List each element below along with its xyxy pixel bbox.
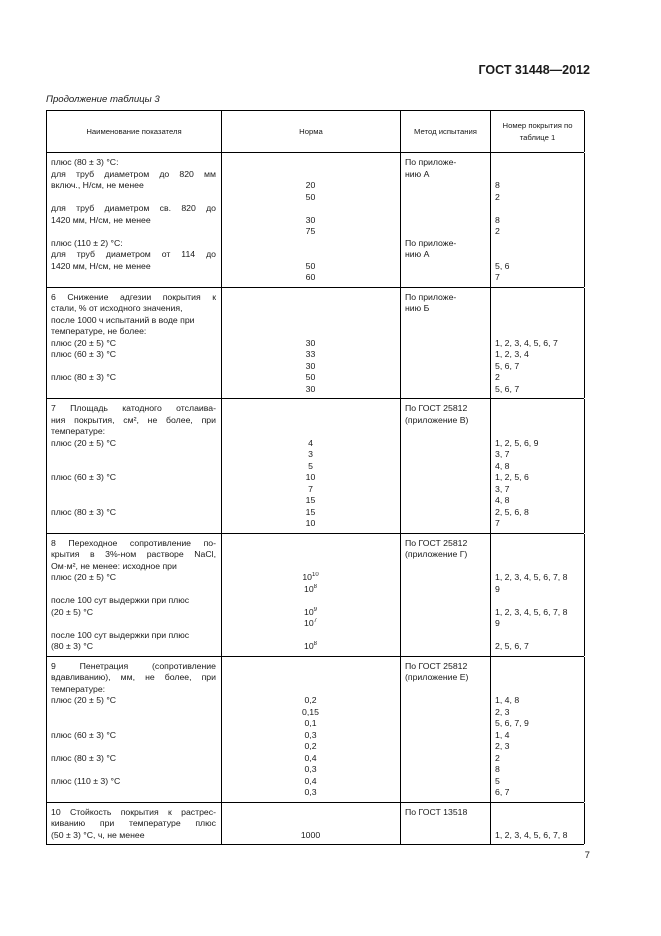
indicator-name-line: стали, % от исходного значения,: [51, 303, 183, 313]
norm-value: [226, 415, 395, 427]
indicator-name-line: [51, 272, 216, 284]
test-method-line: [405, 203, 485, 215]
coverage-number-line: [495, 326, 579, 338]
coverage-number-line: [495, 684, 579, 696]
test-method-line: [405, 518, 485, 530]
test-method-line: [405, 461, 485, 473]
indicator-name-line: [51, 226, 216, 238]
norm-value: $10^{10}$: [302, 572, 319, 582]
indicator-name-line: плюс (80 ± 3) °С: [51, 506, 117, 517]
norm-value: $10^7$: [303, 618, 317, 628]
coverage-number-line: 1, 2, 3, 4, 5, 6, 7: [495, 337, 558, 348]
indicator-name-line: плюс (60 ± 3) °С: [51, 349, 117, 359]
test-method-line: По ГОСТ 25812: [405, 537, 468, 548]
norm-value: 0,4: [304, 752, 317, 763]
coverage-number-line: 3, 7: [495, 449, 510, 459]
indicator-name-line: [51, 192, 216, 204]
indicator-name-line: 9 Пенетрация (сопротивление: [51, 660, 216, 671]
indicator-name-line: (20 ± 5) °С: [51, 606, 94, 617]
coverage-number-line: 2, 5, 6, 8: [495, 506, 529, 517]
test-method-line: По приложе-: [405, 237, 457, 248]
test-method-line: (приложение Е): [405, 672, 469, 682]
table-row-group: [46, 656, 584, 802]
indicator-name-line: Ом·м², не менее: исходное при: [51, 560, 177, 571]
table-row-group: [46, 152, 584, 287]
norm-value: 30: [305, 360, 316, 371]
coverage-number-line: 1, 2, 5, 6, 9: [495, 437, 539, 448]
coverage-number-line: [495, 807, 579, 819]
norm-cell: [222, 803, 401, 845]
indicator-name-line: плюс (20 ± 5) °С: [51, 337, 117, 348]
indicator-name-line: температуре:: [51, 683, 106, 694]
norm-value: [226, 249, 395, 261]
coverage-number-line: [495, 315, 579, 327]
norm-value: [226, 315, 395, 327]
norm-value: 30: [305, 337, 316, 348]
coverage-number-line: 5, 6: [495, 260, 510, 271]
coverage-number-line: 1, 4: [495, 729, 510, 740]
test-method-line: [405, 718, 485, 730]
norm-value: 60: [305, 272, 316, 282]
indicator-name-line: [51, 449, 216, 461]
coverage-number-line: 1, 2, 3, 4: [495, 349, 529, 359]
indicator-name-line: для труб диаметром до 820 мм: [51, 168, 216, 179]
coverage-number-line: 8: [495, 180, 500, 190]
norm-exponent: 8: [313, 641, 317, 648]
test-method-line: (приложение В): [405, 414, 469, 425]
indicator-name-line: плюс (20 ± 5) °С: [51, 437, 117, 448]
test-method-line: [405, 787, 485, 799]
table-caption: Продолжение таблицы 3: [46, 94, 160, 105]
coverage-number-line: 2, 3: [495, 741, 510, 751]
coverage-number-cell: [491, 153, 585, 287]
norm-cell: [222, 534, 401, 656]
indicator-name-line: [51, 787, 216, 799]
norm-value: [226, 807, 395, 819]
norm-value: [226, 672, 395, 684]
table-row-group: [46, 287, 584, 399]
coverage-number-line: 8: [495, 214, 500, 225]
standard-header: ГОСТ 31448—2012: [478, 63, 590, 77]
coverage-number-line: 8: [495, 764, 500, 774]
test-method-line: [405, 695, 485, 707]
test-method-line: [405, 741, 485, 753]
test-method-line: [405, 215, 485, 227]
indicator-name-line: ния покрытия, см², не более, при: [51, 414, 216, 425]
indicator-name-line: киванию при температуре плюс: [51, 818, 216, 828]
coverage-number-line: [495, 249, 579, 261]
norm-value: $10^9$: [303, 606, 317, 617]
norm-value: [226, 403, 395, 415]
norm-value: 30: [305, 214, 316, 225]
coverage-number-line: [495, 203, 579, 215]
test-method-line: (приложение Г): [405, 549, 468, 559]
coverage-number-line: [495, 292, 579, 304]
norm-value: 15: [305, 495, 316, 505]
test-method-line: [405, 384, 485, 396]
test-method-line: [405, 372, 485, 384]
indicator-name-line: включ., Н/см, не менее: [51, 180, 144, 190]
norm-cell: [222, 657, 401, 802]
indicator-name-line: [51, 764, 216, 776]
coverage-number-line: 2: [495, 226, 500, 236]
coverage-number-line: 4, 8: [495, 460, 510, 471]
coverage-number-line: 5, 6, 7: [495, 360, 520, 371]
norm-value: 15: [305, 506, 316, 517]
indicator-name-line: [51, 741, 216, 753]
norm-value: [226, 326, 395, 338]
coverage-number-line: 3, 7: [495, 483, 510, 494]
coverage-number-cell: [491, 657, 585, 802]
test-method-line: [405, 618, 485, 630]
indicator-name-line: плюс (20 ± 5) °С: [51, 572, 117, 582]
indicator-name-line: крытия в 3%-ном растворе NaCl,: [51, 549, 216, 559]
norm-value: 0,4: [304, 775, 317, 786]
indicator-name-line: для труб диаметром св. 820 до: [51, 203, 216, 213]
indicator-name-cell: [47, 399, 222, 533]
test-method-line: [405, 438, 485, 450]
column-header-method: Метод испытания: [401, 111, 491, 152]
norm-value: 50: [305, 372, 316, 382]
test-method-line: [405, 730, 485, 742]
norm-value: 0,1: [304, 718, 317, 728]
coverage-number-cell: [491, 534, 585, 656]
coverage-number-line: [495, 403, 579, 415]
norm-value: 20: [305, 180, 316, 190]
test-method-line: [405, 361, 485, 373]
coverage-number-line: 5: [495, 775, 500, 786]
coverage-number-line: 6, 7: [495, 787, 510, 797]
test-method-line: По ГОСТ 25812: [405, 660, 468, 671]
coverage-number-line: [495, 561, 579, 573]
indicator-name-line: [51, 618, 216, 630]
indicator-name-line: плюс (20 ± 5) °С: [51, 695, 117, 705]
norm-value: [226, 561, 395, 573]
test-method-line: [405, 572, 485, 584]
norm-cell: [222, 288, 401, 399]
coverage-number-line: [495, 238, 579, 250]
norm-value: [226, 661, 395, 673]
norm-value: 3: [308, 449, 313, 459]
test-method-line: [405, 349, 485, 361]
coverage-number-line: [495, 630, 579, 642]
norm-value: 1000: [300, 829, 321, 840]
norm-value: [226, 169, 395, 181]
indicator-name-line: плюс (110 ± 2) °С:: [51, 237, 123, 248]
indicator-name-line: температуре, не более:: [51, 326, 147, 336]
indicator-name-line: после 1000 ч испытаний в воде при: [51, 314, 195, 325]
norm-value: [226, 292, 395, 304]
norm-value: [226, 238, 395, 250]
test-method-line: По приложе-: [405, 291, 457, 302]
norm-value: $10^8$: [303, 641, 317, 651]
table-row-group: [46, 533, 584, 656]
indicator-name-cell: [47, 153, 222, 287]
norm-value: [226, 426, 395, 438]
properties-table: [46, 110, 584, 845]
coverage-number-line: [495, 538, 579, 550]
indicator-name-line: плюс (110 ± 3) °С: [51, 775, 121, 786]
coverage-number-line: 2: [495, 752, 500, 763]
norm-value: [226, 630, 395, 642]
table-row-group: [46, 802, 584, 846]
test-method-line: [405, 595, 485, 607]
indicator-name-line: [51, 584, 216, 596]
test-method-line: [405, 495, 485, 507]
norm-value: [226, 595, 395, 607]
indicator-name-line: 10 Стойкость покрытия к растрес-: [51, 806, 216, 817]
indicator-name-cell: [47, 657, 222, 802]
indicator-name-line: [51, 495, 216, 507]
test-method-line: [405, 449, 485, 461]
norm-value: 10: [305, 518, 316, 528]
coverage-number-line: [495, 672, 579, 684]
norm-value: [226, 538, 395, 550]
test-method-line: [405, 226, 485, 238]
test-method-cell: [401, 399, 491, 533]
norm-value: 33: [305, 349, 316, 359]
test-method-line: [405, 684, 485, 696]
coverage-number-line: 1, 4, 8: [495, 695, 520, 705]
norm-value: [226, 549, 395, 561]
test-method-cell: [401, 657, 491, 802]
test-method-line: [405, 830, 485, 842]
indicator-name-line: после 100 сут выдержки при плюс: [51, 595, 190, 605]
indicator-name-line: плюс (60 ± 3) °С: [51, 729, 117, 740]
test-method-line: [405, 472, 485, 484]
coverage-number-line: 9: [495, 583, 500, 594]
indicator-name-line: [51, 461, 216, 473]
coverage-number-line: [495, 426, 579, 438]
coverage-number-line: 5, 6, 7, 9: [495, 718, 529, 728]
test-method-cell: [401, 534, 491, 656]
test-method-cell: [401, 288, 491, 399]
test-method-line: [405, 776, 485, 788]
norm-value: [226, 684, 395, 696]
indicator-name-line: 1420 мм, Н/см, не менее: [51, 214, 151, 225]
norm-value: [226, 303, 395, 315]
coverage-number-line: 5, 6, 7: [495, 383, 520, 394]
norm-exponent: 7: [313, 618, 317, 625]
coverage-number-line: [495, 595, 579, 607]
norm-value: 75: [305, 226, 316, 236]
norm-cell: [222, 153, 401, 287]
norm-value: $10^8$: [303, 583, 317, 594]
test-method-line: [405, 507, 485, 519]
test-method-line: нию А: [405, 168, 430, 179]
coverage-number-line: [495, 415, 579, 427]
norm-value: 50: [305, 191, 316, 202]
indicator-name-line: плюс (60 ± 3) °С: [51, 472, 117, 482]
norm-exponent: 10: [311, 572, 319, 579]
norm-value: 10: [305, 472, 316, 482]
test-method-line: [405, 192, 485, 204]
norm-value: [226, 157, 395, 169]
test-method-line: [405, 326, 485, 338]
page-number: 7: [584, 850, 590, 861]
coverage-number-line: [495, 169, 579, 181]
test-method-line: [405, 315, 485, 327]
test-method-line: [405, 607, 485, 619]
norm-value: 5: [308, 460, 313, 471]
coverage-number-line: [495, 549, 579, 561]
test-method-line: [405, 641, 485, 653]
norm-value: 0,15: [302, 706, 319, 717]
norm-value: 0,3: [304, 764, 317, 774]
indicator-name-line: 7 Площадь катодного отслаива-: [51, 403, 216, 413]
indicator-name-line: 8 Переходное сопротивление по-: [51, 537, 216, 548]
indicator-name-line: [51, 718, 216, 730]
indicator-name-line: для труб диаметром от 114 до: [51, 249, 216, 259]
indicator-name-line: плюс (80 ± 3) °С: [51, 372, 117, 382]
norm-value: 4: [308, 437, 313, 448]
indicator-name-line: температуре:: [51, 426, 106, 436]
indicator-name-line: [51, 361, 216, 373]
norm-value: 7: [308, 483, 313, 494]
column-header-norm: Норма: [222, 111, 401, 152]
test-method-line: [405, 707, 485, 719]
table-row-group: [46, 398, 584, 533]
coverage-number-line: [495, 661, 579, 673]
norm-value: 0,2: [304, 741, 317, 751]
indicator-name-line: [51, 518, 216, 530]
norm-exponent: 8: [313, 583, 317, 590]
test-method-line: [405, 180, 485, 192]
indicator-name-line: 6 Снижение адгезии покрытия к: [51, 291, 216, 302]
coverage-number-line: 2, 3: [495, 706, 510, 717]
indicator-name-line: после 100 сут выдержки при плюс: [51, 629, 190, 640]
indicator-name-line: [51, 707, 216, 719]
indicator-name-line: [51, 484, 216, 496]
coverage-number-line: 2: [495, 372, 500, 382]
test-method-line: [405, 584, 485, 596]
norm-value: 0,3: [304, 787, 317, 797]
test-method-line: нию Б: [405, 303, 430, 313]
indicator-name-cell: [47, 288, 222, 399]
indicator-name-line: [51, 384, 216, 396]
test-method-line: [405, 272, 485, 284]
coverage-number-cell: [491, 288, 585, 399]
coverage-number-line: 7: [495, 518, 500, 528]
test-method-line: [405, 338, 485, 350]
coverage-number-line: 9: [495, 618, 500, 628]
test-method-line: [405, 484, 485, 496]
column-header-coverage: Номер покрытия по таблице 1: [491, 111, 585, 152]
test-method-line: По ГОСТ 25812: [405, 403, 468, 413]
norm-value: [226, 818, 395, 830]
indicator-name-line: плюс (80 ± 3) °С:: [51, 157, 119, 167]
coverage-number-cell: [491, 803, 585, 845]
test-method-cell: [401, 153, 491, 287]
coverage-number-line: [495, 157, 579, 169]
coverage-number-line: 2, 5, 6, 7: [495, 641, 529, 651]
table-body: [46, 152, 584, 845]
indicator-name-line: 1420 мм, Н/см, не менее: [51, 260, 151, 271]
norm-value: 30: [305, 383, 316, 394]
indicator-name-line: вдавливанию), мм, не более, при: [51, 672, 216, 682]
norm-value: 50: [305, 260, 316, 271]
coverage-number-cell: [491, 399, 585, 533]
norm-value: 0,2: [304, 695, 317, 705]
coverage-number-line: 1, 2, 3, 4, 5, 6, 7, 8: [495, 606, 568, 617]
test-method-cell: [401, 803, 491, 845]
column-header-name: Наименование показателя: [47, 111, 222, 152]
test-method-line: [405, 764, 485, 776]
test-method-line: [405, 426, 485, 438]
indicator-name-line: плюс (80 ± 3) °С: [51, 752, 117, 763]
coverage-number-line: 2: [495, 191, 500, 202]
test-method-line: [405, 753, 485, 765]
coverage-number-line: [495, 818, 579, 830]
norm-cell: [222, 399, 401, 533]
norm-value: [226, 203, 395, 215]
indicator-name-cell: [47, 803, 222, 845]
coverage-number-line: [495, 303, 579, 315]
norm-value: 0,3: [304, 729, 317, 740]
test-method-line: По ГОСТ 13518: [405, 806, 468, 817]
test-method-line: [405, 630, 485, 642]
test-method-line: [405, 818, 485, 830]
coverage-number-line: 1, 2, 3, 4, 5, 6, 7, 8: [495, 572, 568, 582]
coverage-number-line: 7: [495, 272, 500, 282]
coverage-number-line: 1, 2, 5, 6: [495, 472, 529, 482]
coverage-number-line: 1, 2, 3, 4, 5, 6, 7, 8: [495, 829, 568, 840]
norm-exponent: 9: [313, 606, 317, 613]
indicator-name-line: (50 ± 3) °С, ч, не менее: [51, 829, 145, 840]
test-method-line: нию А: [405, 249, 430, 259]
test-method-line: [405, 261, 485, 273]
table-header-row: [46, 110, 584, 152]
indicator-name-cell: [47, 534, 222, 656]
coverage-number-line: 4, 8: [495, 495, 510, 505]
test-method-line: По приложе-: [405, 157, 457, 167]
test-method-line: [405, 561, 485, 573]
indicator-name-line: (80 ± 3) °С: [51, 641, 94, 651]
